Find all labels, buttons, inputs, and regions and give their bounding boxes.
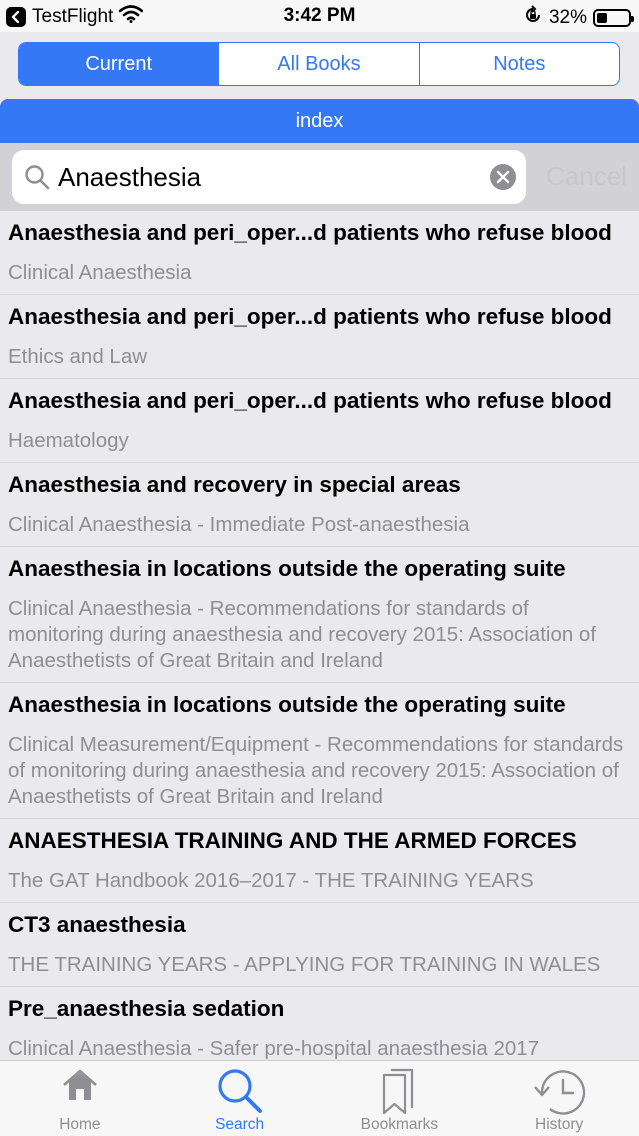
- battery-fill: [597, 13, 607, 23]
- list-item-title: Anaesthesia and peri_oper...d patients who refuse blood: [8, 388, 612, 413]
- status-right: [523, 5, 631, 31]
- search-icon: [22, 162, 52, 192]
- list-item-subtitle: Clinical Anaesthesia: [8, 261, 192, 284]
- list-item-title: Pre_anaesthesia sedation: [8, 996, 285, 1021]
- battery-tip: [631, 16, 634, 22]
- list-item-title: Anaesthesia in locations outside the operating suite: [8, 692, 566, 717]
- battery-percent: 32%: [548, 7, 587, 28]
- list-item-subtitle: The GAT Handbook 2016–2017 - THE TRAINING YEARS: [8, 869, 534, 892]
- list-item-title: CT3 anaesthesia: [8, 912, 186, 937]
- carrier-label[interactable]: TestFlight: [32, 6, 114, 27]
- search-icon: [216, 1067, 264, 1120]
- list-item-title: Anaesthesia in locations outside the operating suite: [8, 556, 566, 581]
- list-item-title: ANAESTHESIA TRAINING AND THE ARMED FORCES: [8, 828, 577, 853]
- status-bar: [0, 0, 639, 32]
- tab-history[interactable]: [479, 1061, 639, 1136]
- tab-label: History: [535, 1116, 584, 1133]
- list-item[interactable]: [0, 903, 639, 987]
- list-item-subtitle: Haematology: [8, 429, 129, 452]
- list-item[interactable]: [0, 379, 639, 463]
- list-item-subtitle: Clinical Anaesthesia - Immediate Post-anaesthesia: [8, 513, 470, 536]
- list-item-title: Anaesthesia and recovery in special areas: [8, 472, 461, 497]
- list-item-subtitle: Ethics and Law: [8, 345, 148, 368]
- segment-current[interactable]: Current: [19, 43, 218, 85]
- list-item-title: Anaesthesia and peri_oper...d patients who refuse blood: [8, 304, 612, 329]
- segmented-control: [18, 42, 620, 86]
- tab-label: Home: [59, 1116, 101, 1133]
- index-bar[interactable]: index: [0, 99, 639, 143]
- tab-bookmarks[interactable]: [320, 1061, 480, 1136]
- results-list: [0, 211, 639, 1060]
- list-item[interactable]: [0, 683, 639, 819]
- search-input[interactable]: [58, 162, 490, 193]
- clear-search-icon[interactable]: [490, 164, 516, 190]
- tab-bar: [0, 1060, 639, 1136]
- list-item-subtitle: Clinical Anaesthesia - Recommendations for standards of monitoring during anaesthesia and recovery 2015: Association of Anaesthetists of Great Britain and Ireland: [8, 597, 597, 672]
- battery-icon: [593, 9, 631, 27]
- list-item[interactable]: [0, 211, 639, 295]
- list-item-subtitle: THE TRAINING YEARS - APPLYING FOR TRAINING IN WALES: [8, 953, 601, 976]
- list-item-subtitle: Clinical Anaesthesia - Safer pre-hospital anaesthesia 2017: [8, 1037, 540, 1060]
- history-icon: [530, 1067, 588, 1122]
- list-item[interactable]: [0, 987, 639, 1060]
- tab-search[interactable]: [160, 1061, 320, 1136]
- tab-label: Bookmarks: [360, 1116, 439, 1133]
- tab-home[interactable]: [0, 1061, 160, 1136]
- list-item[interactable]: [0, 463, 639, 547]
- search-area: [0, 143, 639, 211]
- search-field[interactable]: [12, 150, 526, 204]
- tab-label: Search: [215, 1116, 265, 1133]
- list-item-title: Anaesthesia and peri_oper...d patients who refuse blood: [8, 220, 612, 245]
- cancel-button[interactable]: Cancel: [546, 161, 627, 191]
- list-item-subtitle: Clinical Measurement/Equipment - Recommendations for standards of monitoring during anaesthesia and recovery 2015: Association of Anaesthetists of Great Britain and Ireland: [8, 733, 624, 808]
- orientation-lock-icon: [523, 5, 543, 31]
- list-item[interactable]: [0, 547, 639, 683]
- segment-notes[interactable]: Notes: [419, 43, 619, 85]
- status-time: 3:42 PM: [283, 5, 356, 26]
- bookmarks-icon: [379, 1067, 419, 1122]
- list-item[interactable]: [0, 295, 639, 379]
- home-icon: [60, 1067, 100, 1108]
- list-item[interactable]: [0, 819, 639, 903]
- segment-all-books[interactable]: All Books: [218, 43, 418, 85]
